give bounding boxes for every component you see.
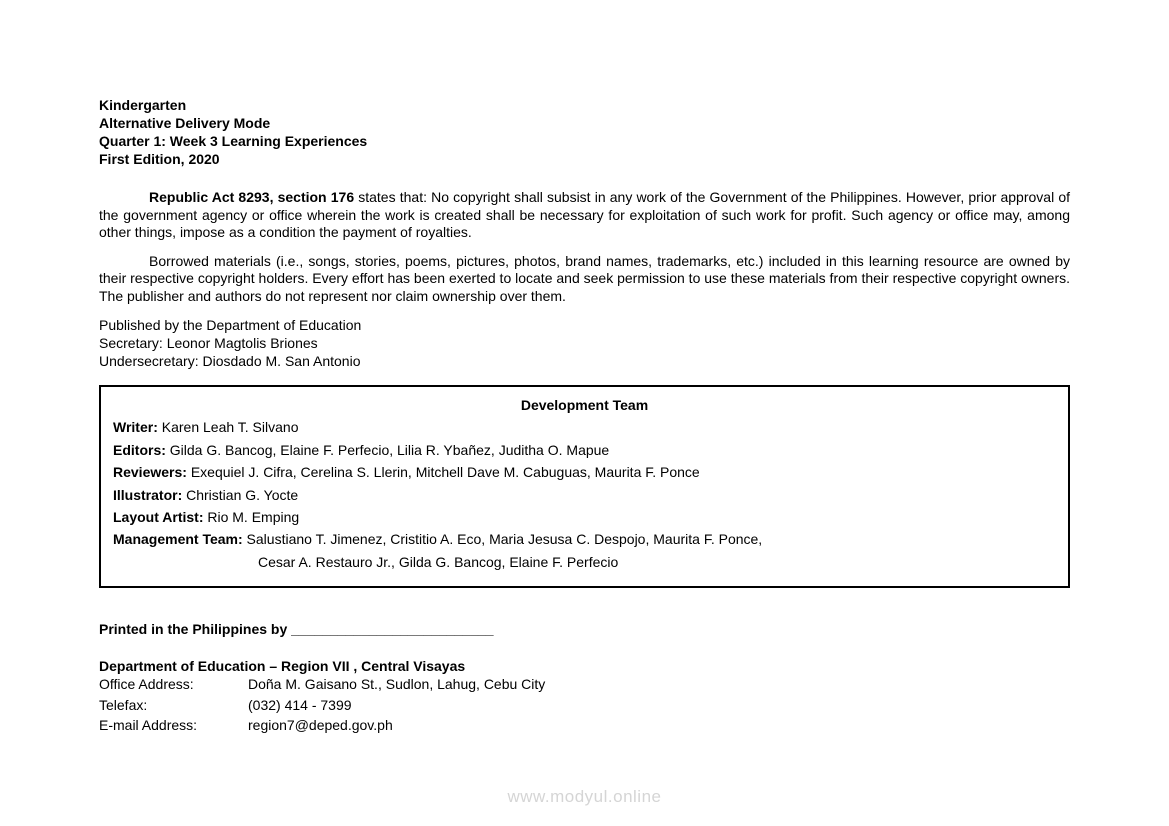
dev-team-management-continuation: Cesar A. Restauro Jr., Gilda G. Bancog, Elaine F. Perfecio — [258, 553, 619, 570]
office-address-value: Doña M. Gaisano St., Sudlon, Lahug, Cebu City — [248, 676, 546, 693]
dev-team-row-value: Gilda G. Bancog, Elaine F. Perfecio, Lilia R. Ybañez, Juditha O. Mapue — [165, 441, 610, 458]
email-address-row — [99, 715, 1070, 736]
published-by-line: Published by the Department of Education — [99, 317, 362, 333]
telefax-label: Telefax: — [99, 696, 148, 713]
printed-in-philippines-line — [99, 621, 1070, 637]
dev-team-row-management — [113, 528, 1056, 550]
page-content — [99, 0, 1070, 736]
telefax-value: (032) 414 - 7399 — [248, 696, 352, 713]
dev-team-row-label: Writer: — [113, 419, 158, 436]
publisher-address-block — [99, 674, 1070, 736]
republic-act-text: states that: No copyright shall subsist in any work of the Government of the Philippines. However, prior approval of the government agency or office wherein the work is created shall be necessary for exploitation of such work for profit. Such agency or office may, among other things, impose as a condition the payment of royalties. — [99, 189, 1071, 240]
dev-team-row-layout-artist — [113, 506, 1056, 528]
dev-team-row-illustrator — [113, 484, 1056, 506]
office-address-row — [99, 674, 1070, 695]
secretary-line: Secretary: Leonor Magtolis Briones — [99, 335, 318, 351]
email-address-value: region7@deped.gov.ph — [248, 717, 393, 734]
heading-line-mode: Alternative Delivery Mode — [99, 115, 271, 131]
dev-team-row-label: Editors: — [113, 441, 166, 458]
heading-line-edition: First Edition, 2020 — [99, 151, 220, 167]
copyright-paragraph-2 — [99, 253, 1070, 306]
dev-team-row-label: Illustrator: — [113, 486, 183, 503]
heading-line-grade: Kindergarten — [99, 97, 187, 113]
publisher-name: Department of Education – Region VII , Central Visayas — [99, 658, 466, 675]
module-heading — [99, 96, 1070, 168]
heading-line-quarter: Quarter 1: Week 3 Learning Experiences — [99, 133, 368, 149]
development-team-title: Development Team — [520, 397, 649, 413]
dev-team-row-value: Rio M. Emping — [203, 509, 300, 526]
dev-team-row-value: Christian G. Yocte — [182, 486, 299, 503]
dev-team-row-value: Karen Leah T. Silvano — [157, 419, 299, 436]
office-address-label: Office Address: — [99, 676, 194, 693]
dev-team-row-value: Salustiano T. Jimenez, Cristitio A. Eco, Maria Jesusa C. Despojo, Maurita F. Ponce, — [242, 531, 763, 548]
dev-team-row-editors — [113, 439, 1056, 461]
dev-team-row-value: Exequiel J. Cifra, Cerelina S. Llerin, Mitchell Dave M. Cabuguas, Maurita F. Ponce — [186, 464, 700, 481]
development-team-box — [99, 385, 1070, 588]
undersecretary-line: Undersecretary: Diosdado M. San Antonio — [99, 353, 361, 369]
site-watermark: www.modyul.online — [507, 787, 662, 806]
published-by-block — [99, 316, 1070, 370]
copyright-paragraph-1 — [99, 189, 1070, 242]
dev-team-row-label: Reviewers: — [113, 464, 187, 481]
dev-team-row-reviewers — [113, 461, 1056, 483]
dev-team-row-writer — [113, 416, 1056, 438]
email-address-label: E-mail Address: — [99, 717, 198, 734]
dev-team-row-label: Layout Artist: — [113, 509, 204, 526]
telefax-row — [99, 695, 1070, 716]
borrowed-materials-text: Borrowed materials (i.e., songs, stories, poems, pictures, photos, brand names, trademarks, etc.) included in this learning resource are owned by their respective copyright holders. Every effort has been exerted to locate and seek permission to use these materials from their respective copyright owners. The publisher and authors do not represent nor claim ownership over them. — [99, 252, 1070, 304]
dev-team-row-label: Management Team: — [113, 531, 243, 548]
printed-blank-line: __________________________ — [291, 621, 494, 638]
printed-label: Printed in the Philippines by — [99, 621, 292, 638]
republic-act-lead: Republic Act 8293, section 176 — [149, 189, 355, 205]
